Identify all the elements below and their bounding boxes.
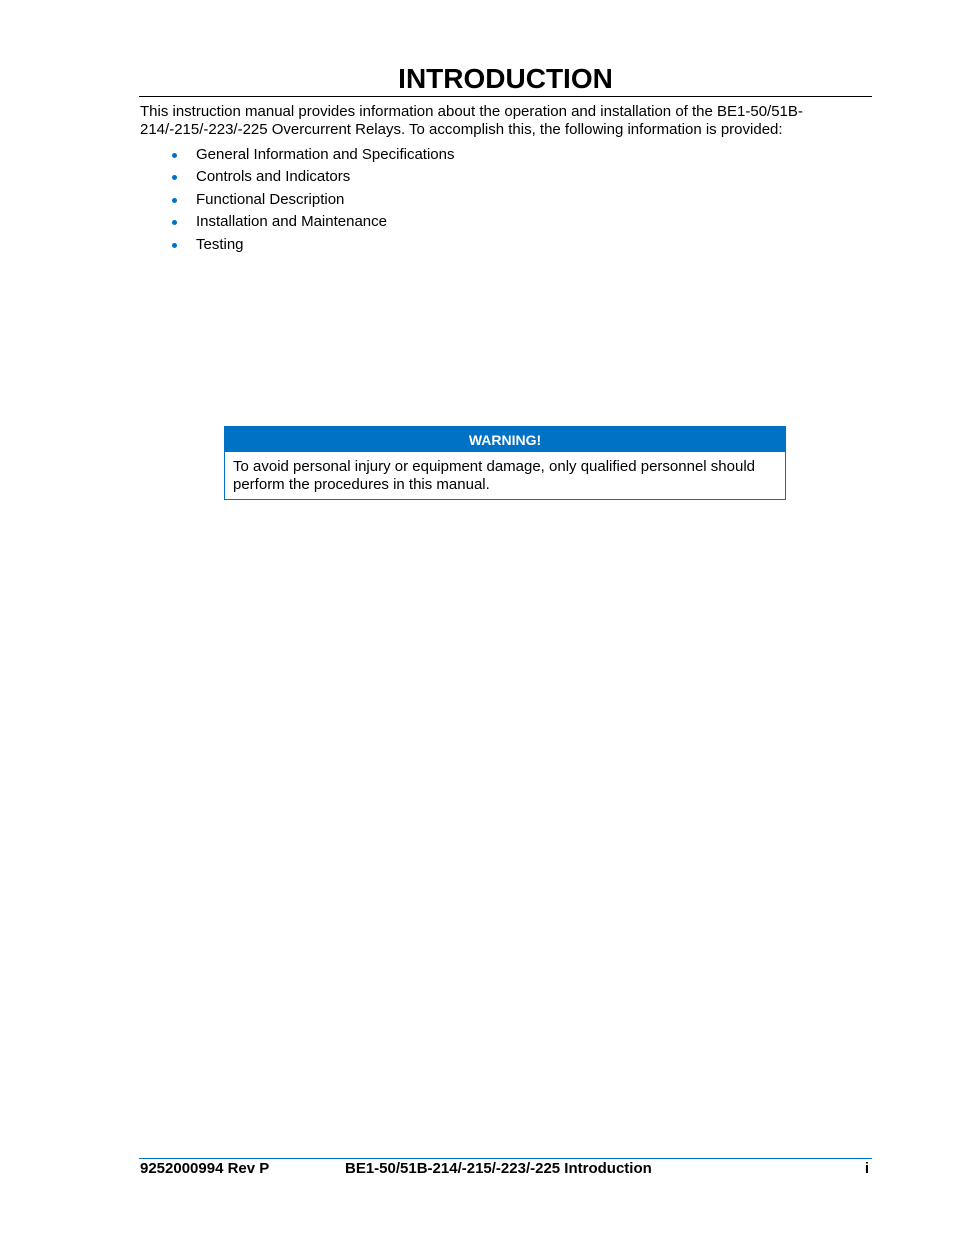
footer-doc-number: 9252000994 Rev P: [140, 1160, 270, 1177]
list-item-label: Installation and Maintenance: [196, 213, 387, 231]
bullet-icon: [172, 175, 177, 180]
list-item: [140, 235, 840, 257]
list-item: [140, 190, 840, 212]
list-item-label: Controls and Indicators: [196, 168, 351, 186]
bullet-icon: [172, 153, 177, 158]
bullet-icon: [172, 198, 177, 203]
list-item: [140, 212, 840, 234]
bullet-icon: [172, 220, 177, 225]
page-footer: [140, 1160, 871, 1178]
warning-text: To avoid personal injury or equipment damage, only qualified personnel should perform the procedures in this manual.: [233, 458, 755, 493]
footer-page-number: i: [864, 1160, 869, 1177]
title-divider: [139, 96, 872, 97]
list-item-label: Functional Description: [196, 190, 345, 208]
footer-divider: [139, 1158, 872, 1159]
intro-paragraph: This instruction manual provides information about the operation and installation of the BE1-50/51B-214/-215/-223/-225 Overcurrent Relays. To accomplish this, the following information is provided:: [140, 103, 803, 138]
page-title: INTRODUCTION: [398, 63, 613, 94]
list-item: [140, 145, 840, 167]
warning-box: [224, 426, 786, 500]
list-item-label: Testing: [196, 235, 244, 253]
warning-header: WARNING!: [225, 427, 785, 452]
topic-list: [140, 145, 840, 257]
list-item: [140, 167, 840, 189]
bullet-icon: [172, 243, 177, 248]
list-item-label: General Information and Specifications: [196, 146, 455, 163]
footer-doc-title: BE1-50/51B-214/-215/-223/-225 Introduction: [345, 1160, 652, 1177]
